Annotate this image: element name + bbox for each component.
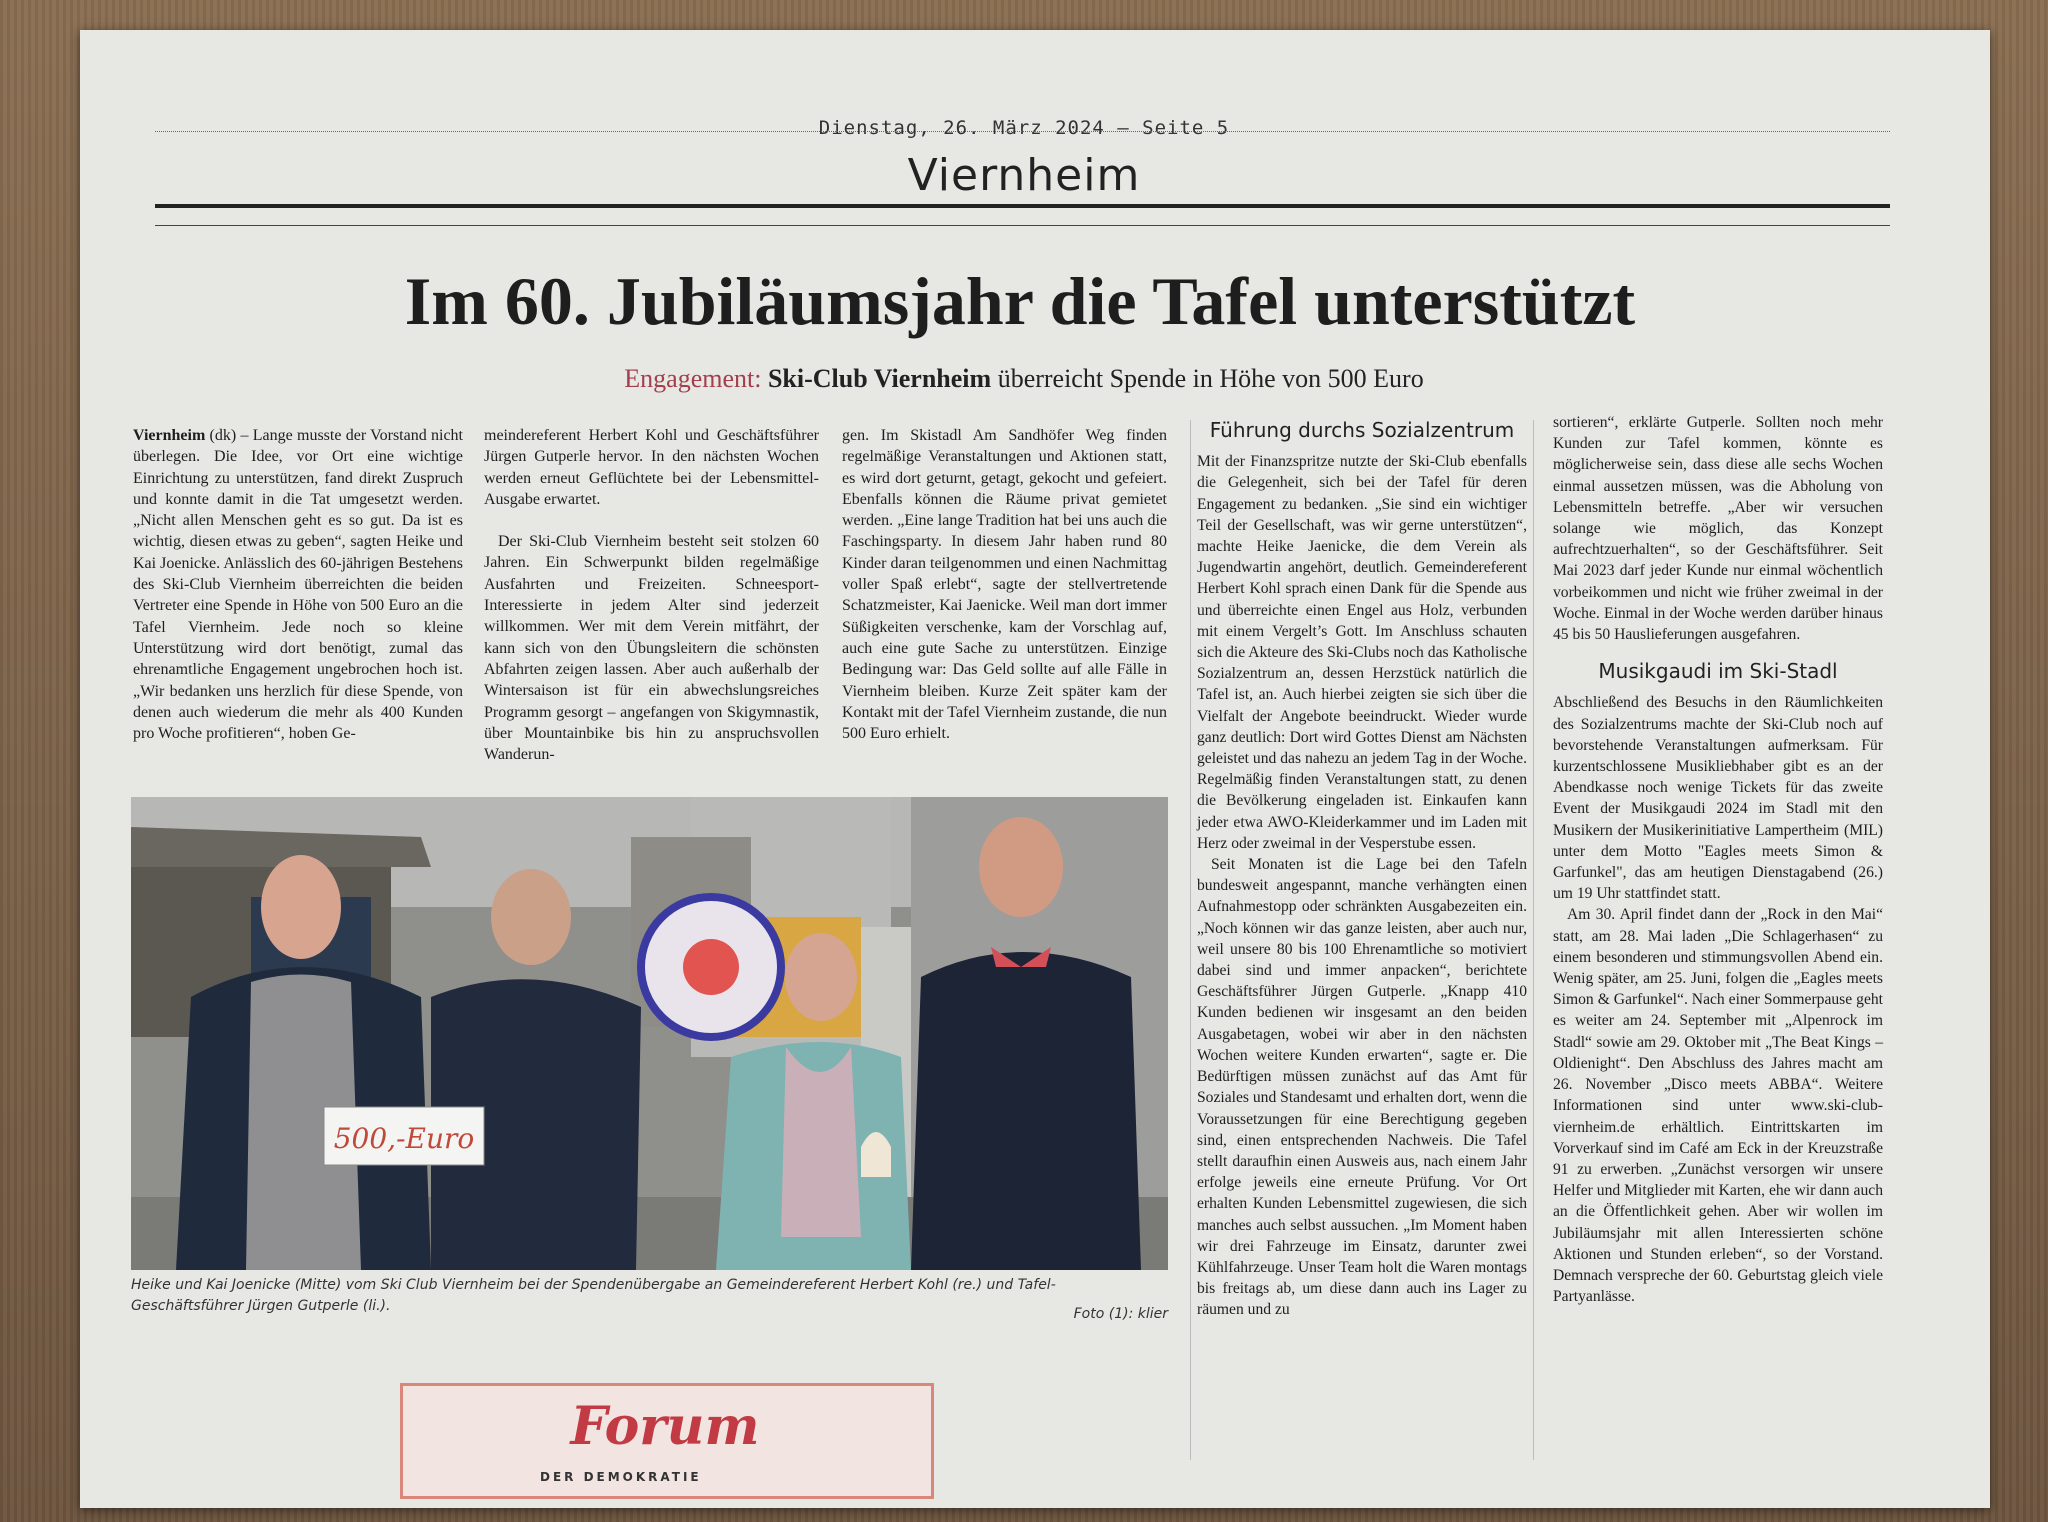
subheadline-rest: überreicht Spende in Höhe von 500 Euro xyxy=(991,364,1424,393)
person-4-head xyxy=(979,817,1063,917)
person-2-head xyxy=(491,869,571,965)
article-subheadline xyxy=(0,364,2048,394)
article-column-2 xyxy=(484,425,819,765)
section-rule-thick xyxy=(155,204,1890,208)
col5-paragraph-2: Abschließend des Besuchs in den Räumlichkeiten des Sozialzentrums machte der Ski-Club noch auf bevorstehende Veranstaltungen aufmerksam. Für kurzentschlossene Musikliebhaber gibt es an der Abendkasse noch wenige Tickets für das zweite Event der Musikgaudi 2024 im Stadl mit den Musikern der Musikerinitiative Lampertheim (MIL) unter dem Motto "Eagles meets Simon & Garfunkel", das am heutigen Dienstagabend (26.) um 19 Uhr stattfindet statt. xyxy=(1553,694,1883,903)
article-column-3 xyxy=(842,425,1167,744)
dotted-rule xyxy=(155,131,1890,132)
article-column-5 xyxy=(1553,412,1883,1307)
article-column-4 xyxy=(1197,420,1527,1321)
subhead-musikgaudi: Musikgaudi im Ski-Stadl xyxy=(1598,659,1838,684)
article-column-1 xyxy=(133,425,463,744)
donation-sign-text: 500,-Euro xyxy=(333,1122,475,1155)
ad-forum-logo: Forum xyxy=(570,1396,760,1457)
col1-text: (dk) – Lange musste der Vorstand nicht überlegen. Die Idee, vor Ort eine wichtige Einrichtung zu unterstützen, fand direkt Zuspruch und konnte damit in die Tat umgesetzt werden. „Nicht allen Menschen geht es so gut. Da ist es wichtig, diesen etwas zu geben“, sagten Heike und Kai Joenicke. Anlässlich des 60-jährigen Bestehens des Ski-Club Viernheim überreichten die beiden Vertreter eine Spende in Höhe von 500 Euro an die Tafel Viernheim. Jede noch so kleine Unterstützung wird dort benötigt, zumal das ehrenamtliche Engagement ungebrochen hoch ist. „Wir bedanken uns herzlich für diese Spende, von denen auch wiederum die mehr als 400 Kunden pro Woche profitieren“, hoben Ge- xyxy=(133,427,463,743)
photo-scene xyxy=(131,797,1168,1270)
col5-paragraph-1: sortieren“, erklärte Gutperle. Sollten noch mehr Kunden zur Tafel kommen, könnte es möglicherweise sein, dass diese alle sechs Wochen einmal aussetzen müssen, was die Abholung von Lebensmitteln betreffe. „Aber wir versuchen solange wie möglich, das Konzept aufrechtzuerhalten“, so der Geschäftsführer. Seit Mai 2023 darf jeder Kunde nur einmal wöchentlich vorbeikommen und nicht wie früher zweimal in der Woche. Einmal in der Woche werden darüber hinaus 45 bis 50 Hauslieferungen ausgefahren. xyxy=(1553,414,1883,644)
ad-forum-subtitle: DER DEMOKRATIE xyxy=(540,1470,702,1484)
col2-paragraph-2: Der Ski-Club Viernheim besteht seit stolzen 60 Jahren. Ein Schwerpunkt bilden regelmäßige Ausfahrten und Freizeiten. Schneesport-Interessierte in jedem Alter sind jederzeit willkommen. Wer mit dem Verein mitfährt, der kann sich von den Übungsleitern die schönsten Abfahrten zeigen lassen. Aber auch außerhalb der Wintersaison ist für ein abwechslungsreiches Programm gesorgt – angefangen von Skigymnastik, über Mountainbike bis hin zu anspruchsvollen Wanderun- xyxy=(484,533,819,764)
section-rule-thin xyxy=(155,225,1890,226)
person-1-head xyxy=(261,855,341,959)
col4-paragraph-2: Seit Monaten ist die Lage bei den Tafeln bundesweit angespannt, manche verhängten einen Aufnahmestopp oder schränkten Ausgabezeiten ein. „Noch können wir das ganze leisten, aber auch nur, weil unsere 80 bis 100 Ehrenamtliche so motiviert dabei sind und immer anpacken“, berichtete Geschäftsführer Jürgen Gutperle. „Knapp 410 Kunden bedienen wir insgesamt an den beiden Ausgabetagen, wobei wir aber in den nächsten Wochen weitere Kunden erwarten“, sagte er. Die Bedürftigen müssen zunächst auf das Amt für Soziales und Standesamt und erhalten dort, wenn die Voraussetzungen für eine Berechtigung gegeben sind, einen entsprechenden Nachweis. Die Tafel stellt daraufhin einen Ausweis aus, nach einem Jahr erfolge jeweils eine erneute Prüfung. Vor Ort erhalten Kunden Lebensmittel zugewiesen, die sich manches auch selbst aussuchen. „Im Moment haben wir drei Fahrzeuge im Einsatz, darunter zwei Kühlfahrzeuge. Unser Team holt die Waren montags bis freitags ab, um diese dann auch ins Lager zu räumen und zu xyxy=(1197,856,1527,1319)
person-4-sweater xyxy=(911,952,1141,1270)
article-photo xyxy=(131,797,1168,1270)
subheadline-kicker: Engagement: xyxy=(624,364,762,393)
column-separator xyxy=(1190,420,1191,1460)
col3-paragraph-1: gen. Im Skistadl Am Sandhöfer Weg finden regelmäßige Veranstaltungen und Aktionen statt, es wird dort geturnt, getagt, gekocht und gefeiert. Ebenfalls können die Räume privat gemietet werden. „Eine lange Tradition hat bei uns auch die Faschingsparty. In diesem Jahr haben rund 80 Kinder daran teilgenommen und einen Nachmittag voller Spaß erlebt“, sagte der stellvertretende Schatzmeister, Kai Jaenicke. Weil man dort immer Süßigkeiten verschenke, kam der Vorschlag auf, auch eine gute Sache zu unterstützen. Einzige Bedingung war: Das Geld sollte auf alle Fälle in Viernheim bleiben. Kurze Zeit später kam der Kontakt mit der Tafel Viernheim zustande, die nun 500 Euro erhielt. xyxy=(842,427,1167,743)
col5-paragraph-3: Am 30. April findet dann der „Rock in den Mai“ statt, am 28. Mai laden „Die Schlagerhasen“ zu einem besonderen und stimmungsvollen Abend ein. Wenig später, am 25. Juni, folgen die „Eagles meets Simon & Garfunkel“. Nach einer Sommerpause geht es weiter am 24. September mit „Alpenrock im Stadl“ sowie am 29. Oktober mit „The Beat Kings – Oldienight“. Den Abschluss des Jahres macht am 26. November „Disco meets ABBA“. Weitere Informationen sind unter www.ski-club-viernheim.de erhältlich. Eintrittskarten im Vorverkauf sind im Café am Eck in der Kreuzstraße 91 zu erwerben. „Zunächst versorgen wir unsere Helfer und Mitglieder mit Karten, ehe wir dann auch an die Öffentlichkeit gehen. Aber wir wollen im Jubiläumsjahr mit allen Interessierten schöne Aktionen und Stunden erleben“, so der Vorstand. Demnach verspreche der 60. Geburtstag gleich viele Partyanlässe. xyxy=(1553,906,1883,1306)
photo-credit: Foto (1): klier xyxy=(1073,1306,1168,1322)
person-3-head xyxy=(785,933,857,1021)
page-dateline: Dienstag, 26. März 2024 – Seite 5 xyxy=(818,117,1230,139)
col4-paragraph-1: Mit der Finanzspritze nutzte der Ski-Club ebenfalls die Gelegenheit, sich bei der Tafel für deren Engagement zu bedanken. „Sie sind ein wichtiger Teil der Gesellschaft, was wir gerne unterstützen“, machte Heike Jaenicke, die dem Verein als Jugendwartin angehört, deutlich. Gemeindereferent Herbert Kohl sprach einen Dank für die Spende aus und überreichte einen Engel aus Holz, verbunden mit einem Vergelt’s Gott. Im Anschluss schauten sich die Akteure des Ski-Clubs noch das Katholische Sozialzentrum an, dessen Herzstück natürlich die Tafel ist, an. Auch hierbei zeigten sie sich über die Vielfalt der Angebote beeindruckt. Wieder wurde ganz deutlich: Dort wird Gottes Dienst am Nächsten geleistet und das nahezu an jedem Tag in der Woche. Regelmäßig finden Veranstaltungen statt, zu denen die Bevölkerung eingeladen ist. Einkaufen kann jeder etwa AWO-Kleiderkammer und im Laden mit Herz oder zweimal in der Vesperstube essen. xyxy=(1197,453,1527,852)
photo-caption: Heike und Kai Joenicke (Mitte) vom Ski Club Viernheim bei der Spendenübergabe an Gemeindereferent Herbert Kohl (re.) und Tafel-Geschäftsführer Jürgen Gutperle (li.). xyxy=(131,1277,1056,1314)
col2-paragraph-1: meindereferent Herbert Kohl und Geschäftsführer Jürgen Gutperle hervor. In den nächsten Wochen werden erneut Geflüchtete bei der Lebensmittel-Ausgabe erwartet. xyxy=(484,427,819,508)
dateline-place: Viernheim xyxy=(133,427,206,444)
section-title: Viernheim xyxy=(907,150,1141,201)
col1-paragraph xyxy=(133,425,463,744)
column-separator xyxy=(1533,420,1534,1460)
article-headline: Im 60. Jubiläumsjahr die Tafel unterstützt xyxy=(404,263,1636,339)
subhead-fuehrung: Führung durchs Sozialzentrum xyxy=(1209,418,1515,442)
subheadline-club: Ski-Club Viernheim xyxy=(767,364,992,393)
